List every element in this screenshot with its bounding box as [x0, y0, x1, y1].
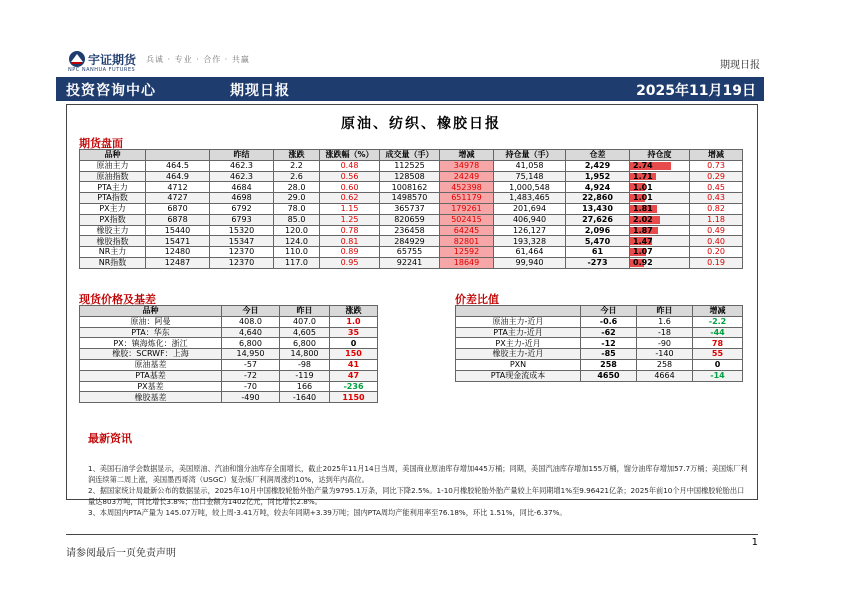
- col-header: 持仓量（手）: [494, 150, 566, 161]
- cell-volume: 820659: [380, 214, 440, 225]
- table-row: [80, 327, 378, 338]
- cell-change-pct: 0.95: [320, 257, 380, 268]
- cell-volume-change: 34978: [440, 160, 494, 171]
- table-row: [80, 214, 743, 225]
- cell-open-interest: 201,694: [494, 203, 566, 214]
- cell-name: 橡胶主力: [80, 225, 146, 236]
- cell-change: 41: [330, 359, 378, 370]
- cell-prev: 1.6: [637, 316, 693, 327]
- cell-oi-ratio: [630, 214, 690, 225]
- cell-name: PX主力-近月: [456, 338, 581, 349]
- cell-name: 橡胶基差: [80, 392, 222, 403]
- table-row: [456, 370, 743, 381]
- cell-name: PTA指数: [80, 193, 146, 204]
- cell-prev-settle: 12370: [210, 257, 274, 268]
- cell-name: 橡胶主力-近月: [456, 349, 581, 360]
- cell-oi-ratio: [630, 160, 690, 171]
- cell-volume: 365737: [380, 203, 440, 214]
- cell-change: 2.2: [274, 160, 320, 171]
- news-section-title: 最新资讯: [88, 432, 132, 445]
- cell-settle: 15440: [146, 225, 210, 236]
- col-header: 仓差: [566, 150, 630, 161]
- cell-change: -44: [693, 327, 743, 338]
- report-date: 2025年11月19日: [636, 83, 756, 99]
- cell-volume-change: 18649: [440, 257, 494, 268]
- cell-volume-change: 24249: [440, 171, 494, 182]
- futures-section-title: 期货盘面: [79, 137, 123, 150]
- cell-name: PTA主力-近月: [456, 327, 581, 338]
- futures-header-row: [80, 150, 743, 161]
- cell-oi-change: 22,860: [566, 193, 630, 204]
- cell-volume: 1498570: [380, 193, 440, 204]
- col-header: 今日: [581, 306, 637, 317]
- cell-open-interest: 406,940: [494, 214, 566, 225]
- ratio-value: 1.87: [633, 225, 653, 235]
- news-item: 3、本周国内PTA产量为 145.07万吨，较上周-3.41万吨，较去年同期+3.39万吨；国内PTA周均产能利用率至76.18%，环比 1.51%，同比-6.37%。: [88, 508, 567, 517]
- cell-settle: 15471: [146, 236, 210, 247]
- cell-change: 117.0: [274, 257, 320, 268]
- cell-volume-change: 179261: [440, 203, 494, 214]
- company-logo: [68, 50, 268, 72]
- col-header: 品种: [80, 306, 222, 317]
- document-title: 原油、纺织、橡胶日报: [341, 116, 501, 132]
- cell-settle: 4727: [146, 193, 210, 204]
- cell-open-interest: 126,127: [494, 225, 566, 236]
- cell-oi-ratio: [630, 182, 690, 193]
- cell-name: NR指数: [80, 257, 146, 268]
- cell-name: PX指数: [80, 214, 146, 225]
- cell-name: NR主力: [80, 247, 146, 258]
- cell-settle: 12480: [146, 247, 210, 258]
- cell-oi-change: 2,429: [566, 160, 630, 171]
- cell-change: 55: [693, 349, 743, 360]
- ratio-value: 1.01: [633, 182, 653, 192]
- cell-prev-settle: 6793: [210, 214, 274, 225]
- cell-oi-change: 4,924: [566, 182, 630, 193]
- cell-name: PTA主力: [80, 182, 146, 193]
- cell-name: 原油主力-近月: [456, 316, 581, 327]
- cell-prev-settle: 4698: [210, 193, 274, 204]
- cell-today: 14,950: [222, 349, 280, 360]
- cell-oi-change: 5,470: [566, 236, 630, 247]
- cell-today: -57: [222, 359, 280, 370]
- cell-oi-change: 2,096: [566, 225, 630, 236]
- cell-open-interest: 75,148: [494, 171, 566, 182]
- brand-slogan: 兵诚 · 专业 · 合作 · 共赢: [146, 55, 250, 64]
- cell-change-pct: 0.62: [320, 193, 380, 204]
- cell-change: -236: [330, 381, 378, 392]
- table-row: [80, 392, 378, 403]
- cell-change: 124.0: [274, 236, 320, 247]
- table-row: [80, 381, 378, 392]
- cell-change-pct: 0.81: [320, 236, 380, 247]
- cell-today: -12: [581, 338, 637, 349]
- cell-change-pct: 0.56: [320, 171, 380, 182]
- table-row: [80, 225, 743, 236]
- cell-open-interest: 193,328: [494, 236, 566, 247]
- cell-ratio-change: 0.29: [690, 171, 743, 182]
- logo-mark-icon: [68, 50, 86, 68]
- spread-header-row: [456, 306, 743, 317]
- cell-change-pct: 1.25: [320, 214, 380, 225]
- cell-change-pct: 0.89: [320, 247, 380, 258]
- cell-volume: 284929: [380, 236, 440, 247]
- cell-prev-settle: 12370: [210, 247, 274, 258]
- cell-ratio-change: 0.73: [690, 160, 743, 171]
- col-header: 今日: [222, 306, 280, 317]
- spread-section-title: 价差比值: [455, 293, 499, 306]
- cell-change: -2.2: [693, 316, 743, 327]
- cell-prev-settle: 15320: [210, 225, 274, 236]
- cell-today: 258: [581, 359, 637, 370]
- cell-name: 原油基差: [80, 359, 222, 370]
- table-row: [80, 359, 378, 370]
- cell-prev-settle: 6792: [210, 203, 274, 214]
- department-name: 投资咨询中心: [66, 83, 156, 99]
- cell-prev: 14,800: [280, 349, 330, 360]
- ratio-value: 1.81: [633, 204, 653, 214]
- table-row: [80, 316, 378, 327]
- col-header: 昨结: [210, 150, 274, 161]
- futures-table: [79, 149, 743, 269]
- cell-volume: 128508: [380, 171, 440, 182]
- report-type-label: 期现日报: [720, 60, 760, 71]
- cell-ratio-change: 0.82: [690, 203, 743, 214]
- cell-ratio-change: 0.20: [690, 247, 743, 258]
- cell-settle: 12487: [146, 257, 210, 268]
- cell-volume: 1008162: [380, 182, 440, 193]
- cell-oi-ratio: [630, 171, 690, 182]
- footer-divider: [66, 534, 758, 535]
- cell-settle: 464.9: [146, 171, 210, 182]
- cell-name: 原油指数: [80, 171, 146, 182]
- cell-prev: -140: [637, 349, 693, 360]
- ratio-value: 0.92: [633, 258, 653, 268]
- col-header: 涨跌幅（%）: [320, 150, 380, 161]
- header-banner: [56, 77, 764, 101]
- table-row: [80, 171, 743, 182]
- table-row: [80, 257, 743, 268]
- cell-change: 85.0: [274, 214, 320, 225]
- cell-change: -14: [693, 370, 743, 381]
- cell-ratio-change: 0.45: [690, 182, 743, 193]
- spot-header-row: [80, 306, 378, 317]
- col-header: 增减: [440, 150, 494, 161]
- cell-today: -490: [222, 392, 280, 403]
- cell-today: -62: [581, 327, 637, 338]
- cell-oi-ratio: [630, 203, 690, 214]
- cell-today: 6,800: [222, 338, 280, 349]
- table-row: [80, 349, 378, 360]
- cell-oi-change: 13,430: [566, 203, 630, 214]
- cell-prev: -18: [637, 327, 693, 338]
- cell-oi-ratio: [630, 257, 690, 268]
- cell-change: 78: [693, 338, 743, 349]
- cell-oi-change: 27,626: [566, 214, 630, 225]
- cell-settle: 6878: [146, 214, 210, 225]
- cell-settle: 6870: [146, 203, 210, 214]
- spot-section-title: 现货价格及基差: [79, 293, 156, 306]
- cell-name: PX：镇海炼化：浙江: [80, 338, 222, 349]
- cell-today: -72: [222, 370, 280, 381]
- cell-volume: 65755: [380, 247, 440, 258]
- cell-volume: 112525: [380, 160, 440, 171]
- cell-prev-settle: 4684: [210, 182, 274, 193]
- cell-prev: -98: [280, 359, 330, 370]
- cell-change: 1150: [330, 392, 378, 403]
- cell-prev-settle: 462.3: [210, 171, 274, 182]
- cell-oi-ratio: [630, 236, 690, 247]
- cell-change: 120.0: [274, 225, 320, 236]
- cell-change: 150: [330, 349, 378, 360]
- col-header: 昨日: [280, 306, 330, 317]
- cell-name: 原油：阿曼: [80, 316, 222, 327]
- cell-ratio-change: 0.43: [690, 193, 743, 204]
- cell-change: 1.0: [330, 316, 378, 327]
- table-row: [456, 316, 743, 327]
- cell-settle: 464.5: [146, 160, 210, 171]
- cell-volume: 92241: [380, 257, 440, 268]
- cell-change: 0: [330, 338, 378, 349]
- ratio-value: 1.07: [633, 247, 653, 257]
- cell-change: 110.0: [274, 247, 320, 258]
- col-header: 昨日: [637, 306, 693, 317]
- col-header: 增减: [693, 306, 743, 317]
- cell-change: 47: [330, 370, 378, 381]
- ratio-value: 2.74: [633, 160, 653, 170]
- disclaimer-note: 请参阅最后一页免责声明: [66, 548, 176, 559]
- cell-volume-change: 502415: [440, 214, 494, 225]
- cell-open-interest: 61,464: [494, 247, 566, 258]
- cell-change: 0: [693, 359, 743, 370]
- cell-prev: -119: [280, 370, 330, 381]
- cell-today: 4650: [581, 370, 637, 381]
- ratio-value: 1.01: [633, 193, 653, 203]
- table-row: [456, 349, 743, 360]
- cell-volume: 236458: [380, 225, 440, 236]
- cell-ratio-change: 0.19: [690, 257, 743, 268]
- cell-prev-settle: 15347: [210, 236, 274, 247]
- report-name: 期现日报: [230, 83, 290, 99]
- ratio-value: 1.71: [633, 171, 653, 181]
- cell-prev: -90: [637, 338, 693, 349]
- cell-open-interest: 41,058: [494, 160, 566, 171]
- cell-oi-ratio: [630, 247, 690, 258]
- spread-table: [455, 305, 743, 382]
- news-list: [88, 463, 748, 518]
- col-header: 品种: [80, 150, 146, 161]
- cell-volume-change: 452398: [440, 182, 494, 193]
- cell-prev: 258: [637, 359, 693, 370]
- col-header: [146, 150, 210, 161]
- cell-today: 408.0: [222, 316, 280, 327]
- cell-settle: 4712: [146, 182, 210, 193]
- brand-english: NPC NANHUA FUTURES: [68, 67, 136, 73]
- cell-prev: 4,605: [280, 327, 330, 338]
- col-header: 涨跌: [274, 150, 320, 161]
- table-row: [80, 338, 378, 349]
- cell-today: -85: [581, 349, 637, 360]
- col-header: 涨跌: [330, 306, 378, 317]
- cell-prev: -1640: [280, 392, 330, 403]
- cell-name: PX基差: [80, 381, 222, 392]
- col-header: 增减: [690, 150, 743, 161]
- ratio-value: 2.02: [633, 214, 653, 224]
- cell-change: 2.6: [274, 171, 320, 182]
- cell-oi-change: -273: [566, 257, 630, 268]
- cell-open-interest: 99,940: [494, 257, 566, 268]
- news-item: 2、据国家统计局最新公布的数据显示，2025年10月中国橡胶轮胎外胎产量为9795.1万条，同比下降2.5%。1-10月橡胶轮胎外胎产量较上年同期增1%至9.96421亿条；2025年前10个月中国橡胶轮胎出口量达803万吨，同比增长3.8%；出口金额为1402亿元，同比增长2.8%。: [88, 486, 745, 506]
- cell-change: 29.0: [274, 193, 320, 204]
- cell-volume-change: 82801: [440, 236, 494, 247]
- col-header: 成交量（手）: [380, 150, 440, 161]
- cell-ratio-change: 1.18: [690, 214, 743, 225]
- cell-prev: 4664: [637, 370, 693, 381]
- ratio-value: 1.47: [633, 236, 653, 246]
- table-row: [80, 203, 743, 214]
- table-row: [80, 370, 378, 381]
- cell-ratio-change: 0.40: [690, 236, 743, 247]
- cell-volume-change: 64245: [440, 225, 494, 236]
- cell-today: -0.6: [581, 316, 637, 327]
- cell-open-interest: 1,483,465: [494, 193, 566, 204]
- cell-change-pct: 1.15: [320, 203, 380, 214]
- cell-prev: 166: [280, 381, 330, 392]
- table-row: [80, 236, 743, 247]
- cell-name: PX主力: [80, 203, 146, 214]
- cell-oi-change: 61: [566, 247, 630, 258]
- table-row: [80, 182, 743, 193]
- cell-prev-settle: 462.3: [210, 160, 274, 171]
- cell-change-pct: 0.60: [320, 182, 380, 193]
- cell-change-pct: 0.78: [320, 225, 380, 236]
- cell-name: 橡胶：SCRWF：上海: [80, 349, 222, 360]
- cell-today: 4,640: [222, 327, 280, 338]
- spot-table: [79, 305, 378, 403]
- cell-name: PXN: [456, 359, 581, 370]
- cell-change: 78.0: [274, 203, 320, 214]
- cell-volume-change: 651179: [440, 193, 494, 204]
- col-header: 持仓度: [630, 150, 690, 161]
- page-number: 1: [751, 537, 758, 548]
- cell-name: 橡胶指数: [80, 236, 146, 247]
- cell-prev: 407.0: [280, 316, 330, 327]
- cell-change: 28.0: [274, 182, 320, 193]
- table-row: [80, 160, 743, 171]
- news-item: 1、美国石油学会数据显示，美国原油、汽油和馏分油库存全面增长，截止2025年11月14日当周，美国商业原油库存增加445万桶；同期，美国汽油库存增加155万桶，馏分油库存增加57.7万桶；美国炼厂利润连续第二周上涨，美国墨西哥湾（USGC）复杂炼厂利润周涨约10%，达到年内高位。: [88, 464, 748, 484]
- brand-name: 宇证期货: [88, 53, 137, 67]
- col-header: [456, 306, 581, 317]
- table-row: [456, 338, 743, 349]
- table-row: [80, 247, 743, 258]
- table-row: [456, 359, 743, 370]
- cell-name: PTA基差: [80, 370, 222, 381]
- cell-oi-ratio: [630, 225, 690, 236]
- cell-change-pct: 0.48: [320, 160, 380, 171]
- cell-oi-ratio: [630, 193, 690, 204]
- cell-today: -70: [222, 381, 280, 392]
- cell-name: PTA：华东: [80, 327, 222, 338]
- table-row: [456, 327, 743, 338]
- cell-prev: 6,800: [280, 338, 330, 349]
- table-row: [80, 193, 743, 204]
- cell-name: 原油主力: [80, 160, 146, 171]
- cell-open-interest: 1,000,548: [494, 182, 566, 193]
- cell-change: 35: [330, 327, 378, 338]
- cell-volume-change: 12592: [440, 247, 494, 258]
- cell-name: PTA现金流成本: [456, 370, 581, 381]
- cell-ratio-change: 0.49: [690, 225, 743, 236]
- cell-oi-change: 1,952: [566, 171, 630, 182]
